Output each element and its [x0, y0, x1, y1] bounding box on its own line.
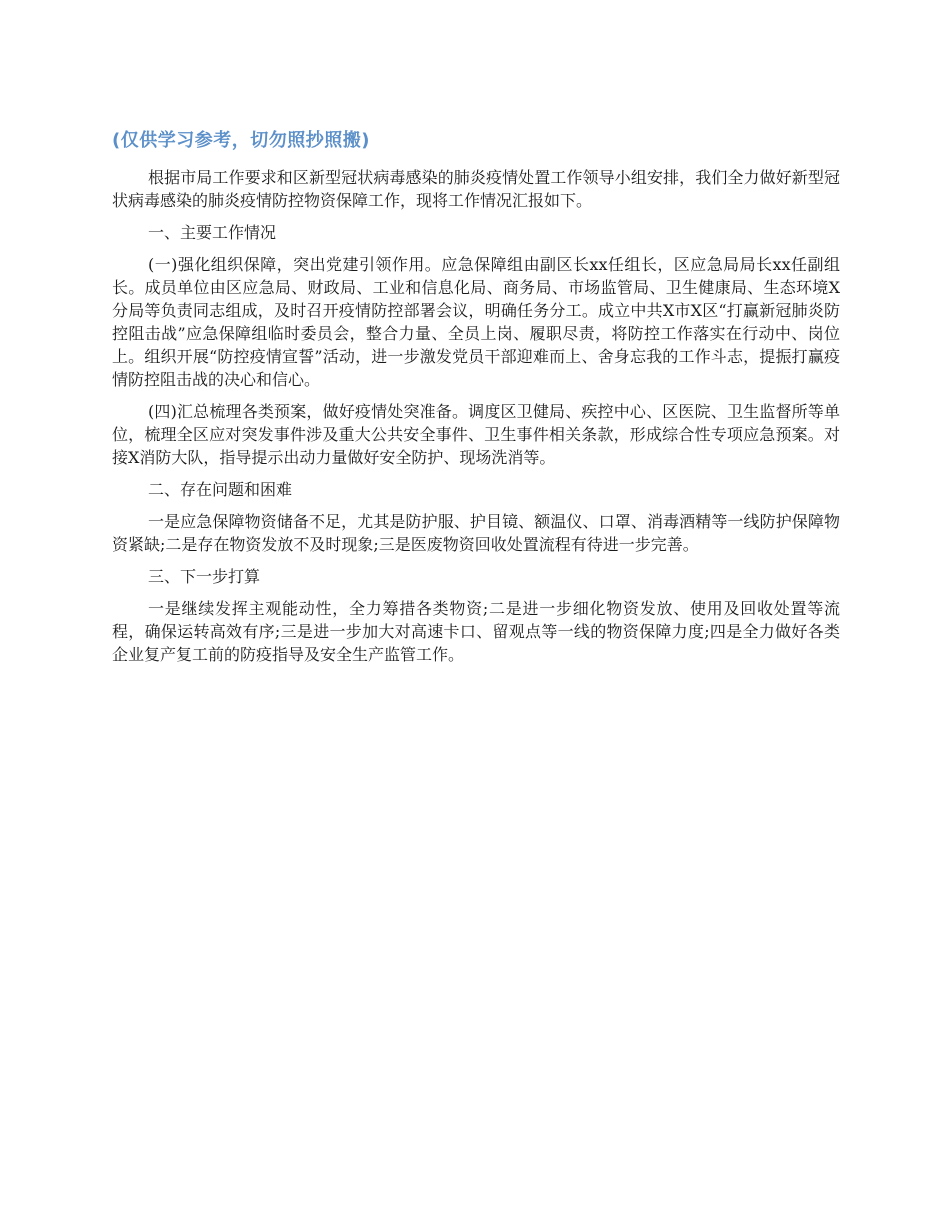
- paragraph-emergency-plans: (四)汇总梳理各类预案，做好疫情处突准备。调度区卫健局、疾控中心、区医院、卫生监督所等单位，梳理全区应对突发事件涉及重大公共安全事件、卫生事件相关条款，形成综合性专项应急预案。对接X消防大队，指导提示出动力量做好安全防护、现场洗消等。: [112, 402, 840, 467]
- intro-paragraph: 根据市局工作要求和区新型冠状病毒感染的肺炎疫情处置工作领导小组安排，我们全力做好新型冠状病毒感染的肺炎疫情防控物资保障工作，现将工作情况汇报如下。: [112, 168, 840, 210]
- paragraph-next-steps: 一是继续发挥主观能动性，全力筹措各类物资;二是进一步细化物资发放、使用及回收处置等流程，确保运转高效有序;三是进一步加大对高速卡口、留观点等一线的物资保障力度;四是全力做好各类企业复产复工前的防疫指导及安全生产监管工作。: [112, 599, 840, 664]
- section-heading-main-work: 一、主要工作情况: [148, 223, 277, 242]
- paragraph-problems: 一是应急保障物资储备不足，尤其是防护服、护目镜、额温仪、口罩、消毒酒精等一线防护保障物资紧缺;二是存在物资发放不及时现象;三是医废物资回收处置流程有待进一步完善。: [112, 512, 840, 554]
- section-heading-next-steps: 三、下一步打算: [148, 567, 261, 586]
- reference-note: (仅供学习参考，切勿照抄照搬): [112, 130, 370, 151]
- paragraph-organization: (一)强化组织保障，突出党建引领作用。应急保障组由副区长xx任组长，区应急局局长xx任副组长。成员单位由区应急局、财政局、工业和信息化局、商务局、市场监管局、卫生健康局、生态环境X分局等负责同志组成，及时召开疫情防控部署会议，明确任务分工。成立中共X市X区“打赢新冠肺炎防控阻击战”应急保障组临时委员会，整合力量、全员上岗、履职尽责，将防控工作落实在行动中、岗位上。组织开展“防控疫情宣誓”活动，进一步激发党员干部迎难而上、舍身忘我的工作斗志，提振打赢疫情防控阻击战的决心和信心。: [112, 255, 840, 389]
- section-heading-problems: 二、存在问题和困难: [148, 480, 293, 499]
- document-page: [112, 128, 840, 675]
